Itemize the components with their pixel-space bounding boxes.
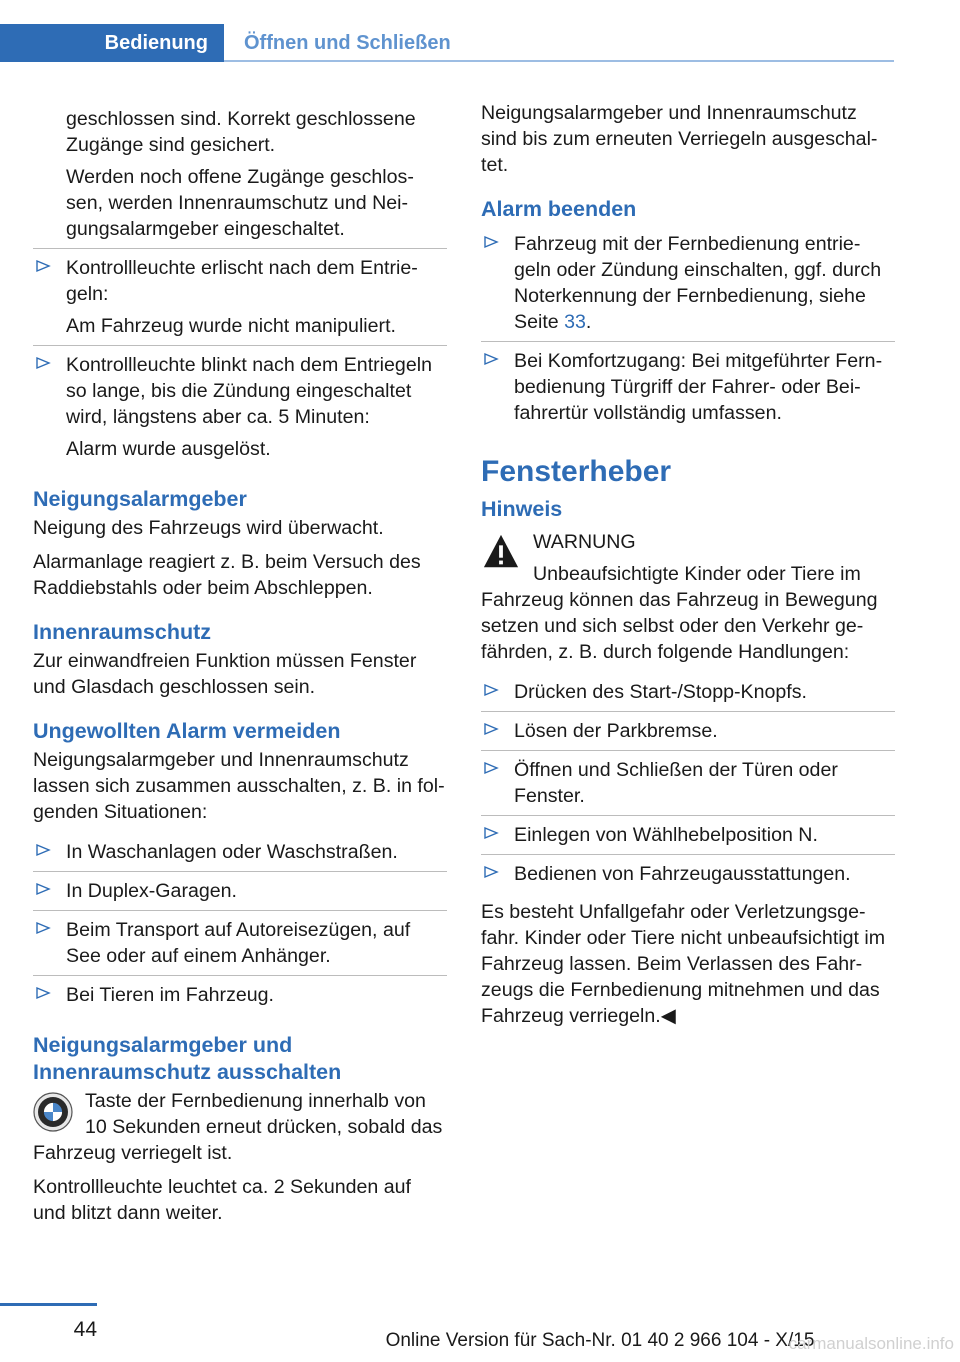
list-item [33, 872, 447, 911]
warning-text: Unbeaufsichtigte Kinder oder Tiere im Fahrzeug können das Fahrzeug in Bewegung setzen und sich selbst oder den Verkehr ge-fährden, z. B. durch folgende Handlungen: [481, 563, 878, 663]
actions-list [481, 673, 895, 893]
paragraph: Alarmanlage reagiert z. B. beim Versuch des Raddiebstahls oder beim Abschleppen. [33, 551, 421, 599]
triangle-bullet-icon [35, 258, 51, 274]
warning-label: WARNUNG [533, 531, 636, 553]
triangle-bullet-icon [483, 682, 499, 698]
section-tab[interactable]: Bedienung [0, 24, 224, 62]
heading-alarm-beenden: Alarm beenden [481, 197, 637, 221]
triangle-bullet-icon [483, 825, 499, 841]
page-header [0, 0, 960, 64]
heading-innenraumschutz: Innenraumschutz [33, 620, 211, 644]
warning-triangle-icon [481, 533, 521, 571]
situations-list [33, 833, 447, 1014]
list-item-text-part: Fahrzeug mit der Fernbedienung entrie-geln oder Zündung einschalten, ggf. durch Noterkennung der Fernbedienung, siehe Seite [514, 233, 882, 333]
intro-list [33, 100, 447, 468]
watermark: carmanualsonline.info [788, 1334, 954, 1353]
list-item-text: Lösen der Parkbremse. [514, 720, 718, 742]
triangle-bullet-icon [483, 351, 499, 367]
list-item-text: Öffnen und Schließen der Türen oder Fenster. [514, 759, 838, 807]
list-item-text: In Waschanlagen oder Waschstraßen. [66, 841, 398, 863]
triangle-bullet-icon [483, 864, 499, 880]
list-item [33, 911, 447, 976]
paragraph: Kontrollleuchte leuchtet ca. 2 Sekunden auf und blitzt dann weiter. [33, 1176, 411, 1224]
list-item [481, 225, 895, 342]
list-item-text-part: . [585, 311, 592, 333]
footer-rule [0, 1303, 97, 1306]
list-item-text: In Duplex-Garagen. [66, 880, 237, 902]
heading-neigungsalarmgeber: Neigungsalarmgeber [33, 487, 247, 511]
list-item-text: Drücken des Start-/Stopp-Knopfs. [514, 681, 807, 703]
triangle-bullet-icon [35, 985, 51, 1001]
warning-block [481, 529, 895, 665]
triangle-bullet-icon [483, 721, 499, 737]
list-item [481, 816, 895, 855]
triangle-bullet-icon [483, 760, 499, 776]
list-item [33, 976, 447, 1014]
page-number: 44 [73, 1318, 97, 1341]
paragraph: Neigungsalarmgeber und Innenraumschutz lassen sich zusammen ausschalten, z. B. in fol-genden Situationen: [33, 749, 445, 823]
heading-hinweis: Hinweis [481, 497, 563, 521]
triangle-bullet-icon [35, 842, 51, 858]
list-item [33, 346, 447, 468]
left-column [33, 100, 447, 1234]
list-item [33, 249, 447, 346]
list-item [33, 833, 447, 872]
page-link[interactable]: 33 [564, 311, 586, 333]
remote-key-note [33, 1088, 447, 1166]
list-item-text: Bedienen von Fahrzeugausstattungen. [514, 863, 851, 885]
list-item-text: Einlegen von Wählhebelposition N. [514, 824, 818, 846]
version-note: Online Version für Sach-Nr. 01 40 2 966 104 - X/15 [385, 1330, 815, 1351]
paragraph: Zur einwandfreien Funktion müssen Fenster und Glasdach geschlossen sein. [33, 650, 417, 698]
list-item-text: Kontrollleuchte blinkt nach dem Entriegeln so lange, bis die Zündung eingeschaltet wird, längstens aber ca. 5 Minuten: [66, 354, 432, 428]
triangle-bullet-icon [35, 355, 51, 371]
list-item-text: Bei Tieren im Fahrzeug. [66, 984, 275, 1006]
list-item-text [514, 231, 895, 335]
alarm-end-list [481, 225, 895, 432]
list-item [481, 855, 895, 893]
list-item-text: geschlossen sind. Korrekt geschlossene Zugänge sind gesichert. [66, 108, 416, 156]
paragraph: Neigung des Fahrzeugs wird überwacht. [33, 517, 384, 539]
list-item-text: Beim Transport auf Autoreisezügen, auf See oder auf einem Anhänger. [66, 919, 411, 967]
list-item-text: Alarm wurde ausgelöst. [66, 438, 271, 460]
paragraph: Neigungsalarmgeber und Innenraumschutz sind bis zum erneuten Verriegeln ausgeschal-tet. [481, 102, 878, 176]
list-item [481, 751, 895, 816]
heading-ungewollten-alarm: Ungewollten Alarm vermeiden [33, 719, 341, 743]
chapter-tab[interactable]: Öffnen und Schließen [244, 31, 451, 54]
triangle-bullet-icon [35, 920, 51, 936]
list-item-text: Kontrollleuchte erlischt nach dem Entrie-geln: [66, 257, 418, 305]
bmw-remote-button-icon [33, 1092, 73, 1132]
list-item [481, 342, 895, 432]
heading-ausschalten: Neigungsalarmgeber und Innenraumschutz ausschalten [33, 1033, 342, 1084]
list-item-text: Werden noch offene Zugänge geschlos-sen, werden Innenraumschutz und Nei-gungsalarmgeber eingeschaltet. [66, 166, 414, 240]
list-item [481, 673, 895, 712]
list-item [481, 712, 895, 751]
right-column [481, 100, 895, 1037]
paragraph: Es besteht Unfallgefahr oder Verletzungsge-fahr. Kinder oder Tiere nicht unbeaufsichtigt im Fahrzeug lassen. Beim Verlassen des Fahr-zeugs die Fernbedienung mitnehmen und das Fahrzeug verriegeln.◀ [481, 901, 886, 1027]
paragraph: Taste der Fernbedienung innerhalb von 10 Sekunden erneut drücken, sobald das Fahrzeug verriegelt ist. [33, 1090, 443, 1164]
header-rule [224, 60, 894, 62]
list-item-text: Bei Komfortzugang: Bei mitgeführter Fern-bedienung Türgriff der Fahrer- oder Bei-fahrertür vollständig umfassen. [514, 350, 883, 424]
heading-fensterheber: Fensterheber [481, 455, 672, 488]
list-item [33, 100, 447, 249]
triangle-bullet-icon [483, 234, 499, 250]
triangle-bullet-icon [35, 881, 51, 897]
list-item-text: Am Fahrzeug wurde nicht manipuliert. [66, 315, 396, 337]
